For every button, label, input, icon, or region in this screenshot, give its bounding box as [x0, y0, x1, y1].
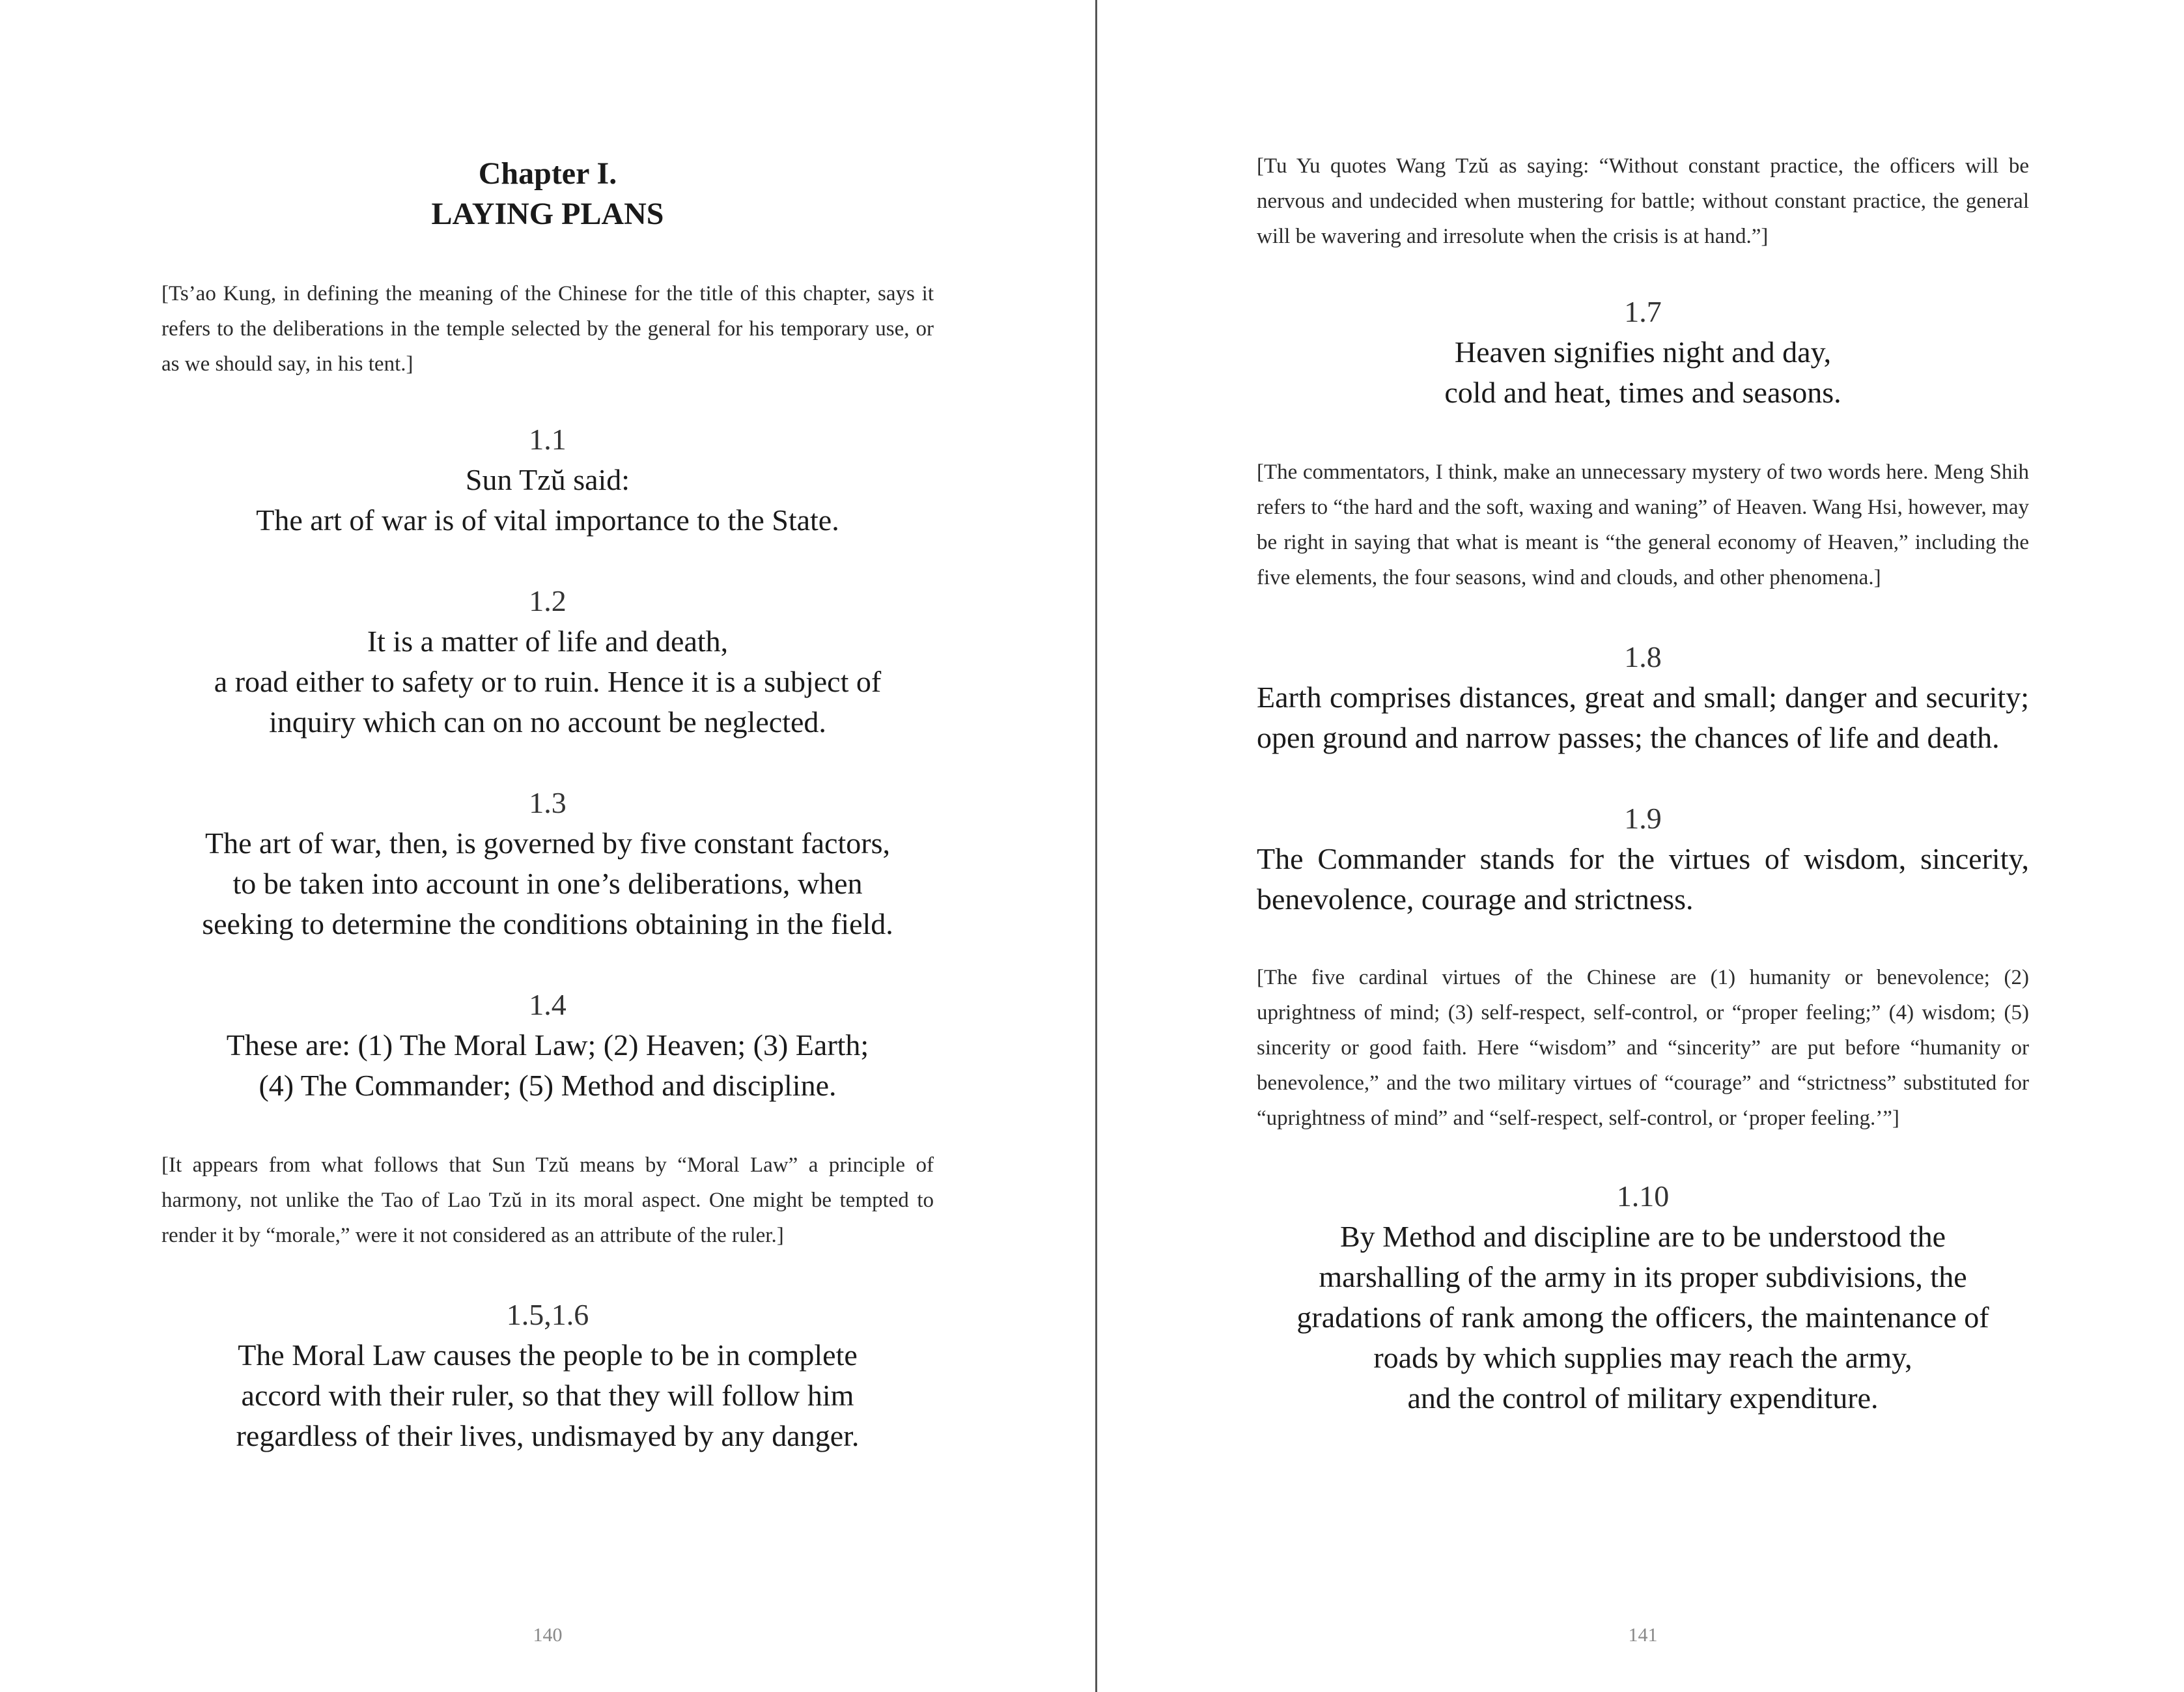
verse-line: marshalling of the army in its proper subdivisions, the — [1319, 1260, 1967, 1293]
verse-line: cold and heat, times and seasons. — [1444, 376, 1841, 409]
verse-1-7 — [1257, 292, 2029, 413]
verse-line: to be taken into account in one’s deliberations, when — [232, 867, 863, 900]
chapter-subtitle: LAYING PLANS — [431, 197, 664, 231]
verse-number: 1.5,1.6 — [506, 1298, 589, 1331]
intro-note: [Ts’ao Kung, in defining the meaning of the Chinese for the title of this chapter, says it refers to the deliberations in the temple selected by the general for his temporary use, or as we should say, in his tent.] — [161, 282, 934, 376]
moral-law-note: [It appears from what follows that Sun Tzŭ means by “Moral Law” a principle of harmony, not unlike the Tao of Lao Tzŭ in its moral aspect. One might be tempted to render it by “morale,” were it not considered as an attribute of the ruler.] — [161, 1153, 934, 1247]
verse-1-8 — [1257, 637, 2029, 758]
verse-number: 1.1 — [529, 423, 567, 456]
page-number: 141 — [1628, 1624, 1658, 1646]
verse-line: Heaven signifies night and day, — [1454, 335, 1832, 369]
verse-line: Sun Tzŭ said: — [465, 463, 630, 496]
verse-line: gradations of rank among the officers, the maintenance of — [1296, 1301, 1989, 1334]
verse-1-9 — [1257, 798, 2029, 920]
right-page — [1257, 0, 2029, 1692]
verse-line: inquiry which can on no account be neglected. — [269, 705, 826, 739]
tu-yu-note: [Tu Yu quotes Wang Tzŭ as saying: “Without constant practice, the officers will be nervous and undecided when mustering for battle; without constant practice, the general will be wavering and irresolute when the crisis is at hand.”] — [1257, 154, 2029, 248]
verse-line: It is a matter of life and death, — [367, 625, 729, 658]
verse-line: These are: (1) The Moral Law; (2) Heaven; (3) Earth; — [226, 1028, 869, 1062]
chapter-heading — [161, 154, 934, 234]
verse-line: a road either to safety or to ruin. Hence it is a subject of — [214, 665, 882, 698]
verse-line: roads by which supplies may reach the army, — [1373, 1341, 1912, 1374]
verse-1-5-1-6 — [161, 1295, 934, 1456]
verse-1-10 — [1257, 1176, 2029, 1418]
verse-line: regardless of their lives, undismayed by any danger. — [236, 1419, 860, 1452]
left-page — [161, 0, 934, 1692]
verse-body: Earth comprises distances, great and small; danger and security; open ground and narrow passes; the chances of life and death. — [1257, 681, 2029, 754]
verse-1-4 — [161, 985, 934, 1106]
verse-line: The Moral Law causes the people to be in complete — [238, 1338, 858, 1372]
verse-number: 1.4 — [529, 988, 567, 1021]
verse-line: seeking to determine the conditions obtaining in the field. — [202, 907, 893, 940]
verse-number: 1.9 — [1624, 802, 1662, 835]
verse-number: 1.2 — [529, 584, 567, 617]
verse-number: 1.3 — [529, 786, 567, 819]
chapter-title: Chapter I. — [478, 156, 617, 191]
verse-1-1 — [161, 419, 934, 541]
verse-number: 1.10 — [1616, 1179, 1670, 1213]
verse-line: By Method and discipline are to be understood the — [1339, 1220, 1946, 1253]
verse-body: The Commander stands for the virtues of wisdom, sincerity, benevolence, courage and strictness. — [1257, 842, 2029, 916]
verse-line: accord with their ruler, so that they will follow him — [241, 1379, 854, 1412]
verse-1-3 — [161, 783, 934, 944]
verse-line: The art of war is of vital importance to the State. — [256, 503, 839, 537]
verse-1-2 — [161, 581, 934, 742]
virtues-note: [The five cardinal virtues of the Chinese are (1) humanity or benevolence; (2) uprightness of mind; (3) self-respect, self-control, or “proper feeling;” (4) wisdom; (5) sincerity or good faith. Here “wisdom” and “sincerity” are put before “humanity or benevolence,” and the two military virtues of “courage” and “strictness” substituted for “uprightness of mind” and “self-respect, self-control, or ‘proper feeling.’”] — [1257, 966, 2029, 1130]
verse-line: The art of war, then, is governed by five constant factors, — [205, 826, 890, 860]
verse-number: 1.7 — [1624, 295, 1662, 328]
verse-number: 1.8 — [1624, 640, 1662, 673]
page-number: 140 — [533, 1624, 563, 1646]
verse-line: (4) The Commander; (5) Method and discipline. — [259, 1069, 837, 1102]
commentators-note: [The commentators, I think, make an unnecessary mystery of two words here. Meng Shih refers to “the hard and the soft, waxing and waning” of Heaven. Wang Hsi, however, may be right in saying that what is meant is “the general economy of Heaven,” including the five elements, the four seasons, wind and clouds, and other phenomena.] — [1257, 460, 2029, 589]
page-gutter-divider — [1095, 0, 1097, 1692]
verse-line: and the control of military expenditure. — [1407, 1381, 1879, 1415]
